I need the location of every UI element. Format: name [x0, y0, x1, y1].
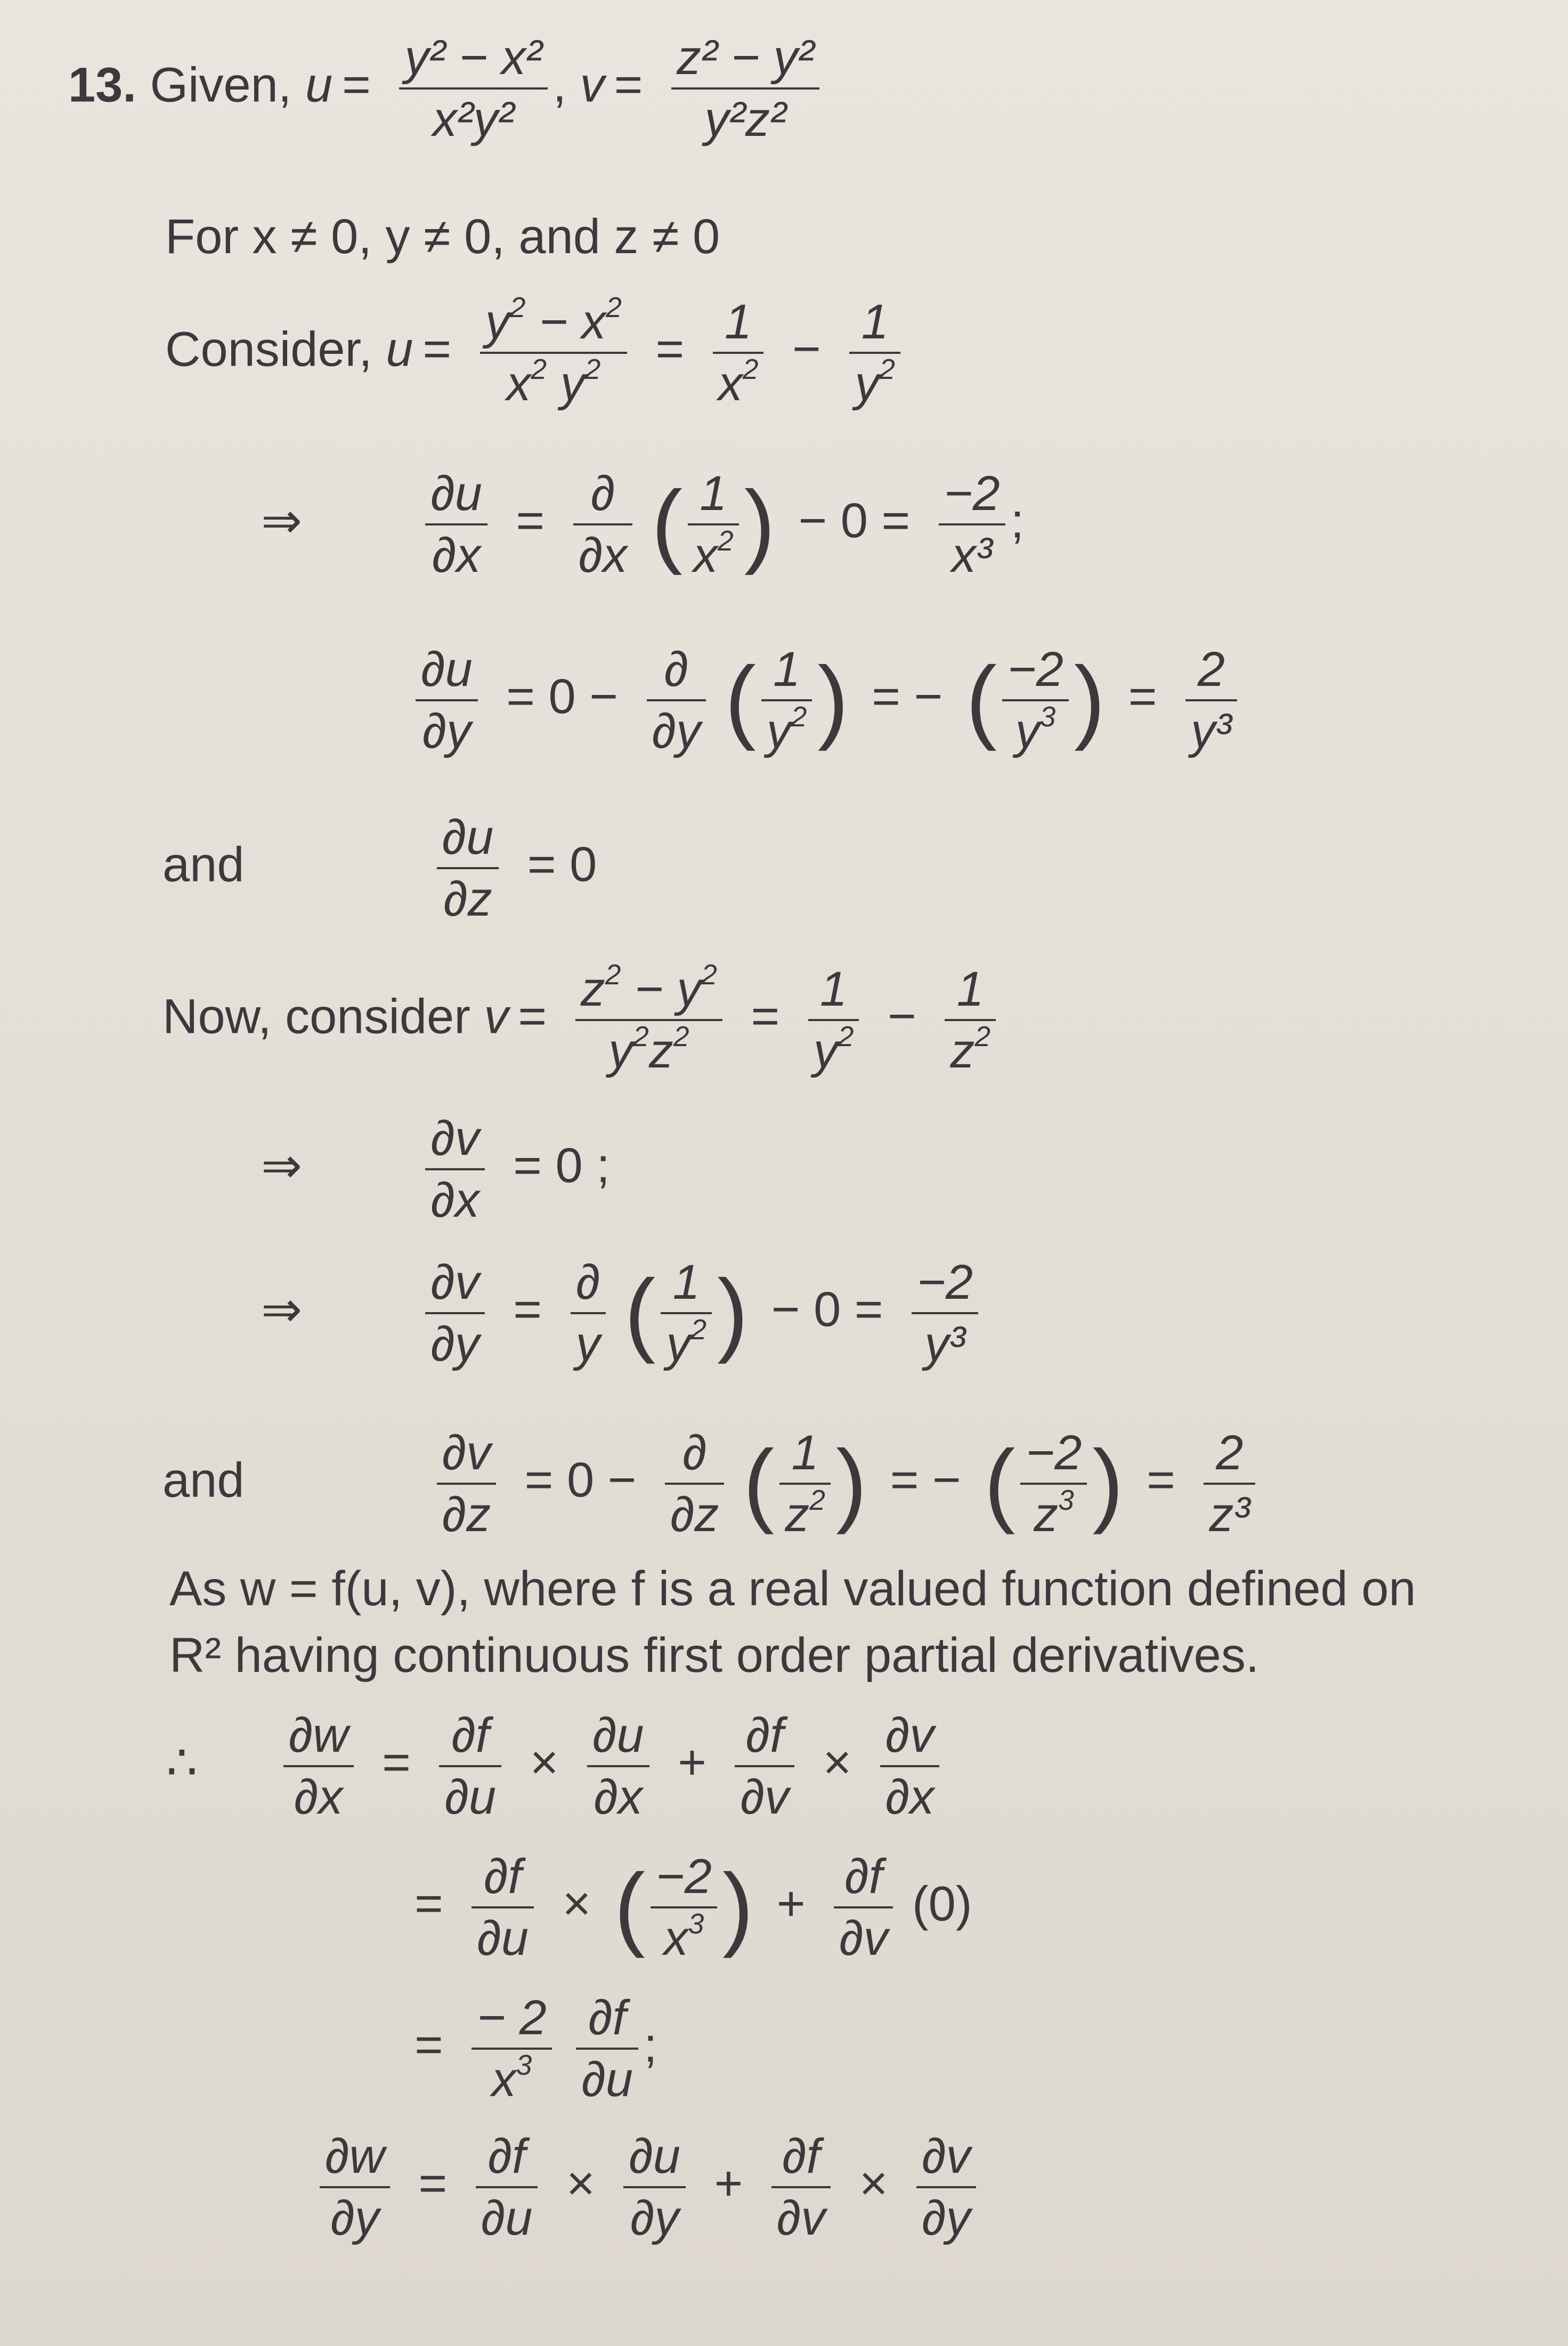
dw-dx-substitute-line: = $\frac{\partial f}{\partial u}$ × ( $\frac{-2}{x^3}$ ) + $\frac{\partial f}{\partial v}$ (0): [415, 1849, 972, 1965]
u-definition: [399, 30, 547, 147]
dv-dy-result-num: −2: [917, 1255, 973, 1309]
du-dz-line: and $\frac{\partial u}{\partial z}$ = 0: [163, 810, 597, 926]
paragraph-line-2: R² having continuous first order partial derivatives.: [169, 1628, 1260, 1682]
dw-dx-result-line: = $\frac{- 2}{x^3}$ $\frac{\partial f}{\partial u}$ ;: [415, 1991, 657, 2107]
now-consider-label: Now, consider: [163, 989, 470, 1044]
consider-u-line: Consider, u = $\frac{y^2 - x^2}{x^2 y^2}$ = $\frac{1}{x^2}$ − $\frac{1}{y^2}$: [165, 297, 906, 408]
consider-v-line: Now, consider v = $\frac{z^2 - y^2}{y^2z^2}$ = $\frac{1}{y^2}$ − $\frac{1}{z^2}$: [163, 965, 1001, 1075]
problem-number: 13.: [68, 58, 136, 112]
consider-label: Consider,: [165, 322, 372, 377]
v-def-numerator: z² − y²: [676, 30, 815, 85]
du-dx-result-num: −2: [944, 466, 1000, 521]
dv-dz-line: and $\frac{\partial v}{\partial z}$ = 0 − $\frac{\partial}{\partial z}$ ( $\frac{1}{z^2}$ ) = − ( $\frac{-2}{z^3}$ ) = $\frac{2}{\text{z³}}$: [163, 1428, 1261, 1539]
dw-dx-line: ∴ $\frac{\partial w}{\partial x}$ = $\frac{\partial f}{\partial u}$ × $\frac{\partial u}{\partial x}$ + $\frac{\partial f}{\partial v}$ × $\frac{\partial v}{\partial x}$: [166, 1711, 945, 1822]
dv-dy-result-den: y³: [924, 1317, 965, 1371]
du-dy-result-num: 2: [1197, 642, 1225, 697]
u-def-denominator: x²y²: [432, 92, 515, 147]
dw-dy-line: $\frac{\partial w}{\partial y}$ = $\frac{\partial f}{\partial u}$ × $\frac{\partial u}{\partial y}$ + $\frac{\partial f}{\partial v}$ × $\frac{\partial v}{\partial y}$: [314, 2132, 981, 2243]
du-dy-result-den: y³: [1191, 704, 1232, 758]
dv-dy-line: ⇒ $\frac{\partial v}{\partial y}$ = $\frac{\partial}{y}$ ( $\frac{1}{y^2}$ ) − 0 = $\frac{-2}{\text{y³}}$: [261, 1258, 984, 1369]
v-def-denominator: y²z²: [704, 92, 786, 147]
therefore-symbol: ∴: [166, 1735, 198, 1790]
dv-dz-result-num: 2: [1216, 1426, 1244, 1480]
du-dy-line: $\frac{\partial u}{\partial y}$ = 0 − $\frac{\partial}{\partial y}$ ( $\frac{1}{y^2}$ ) = − ( $\frac{-2}{y^3}$ ) = $\frac{2}{\text{y³}}$: [410, 645, 1242, 756]
condition-line: For x ≠ 0, y ≠ 0, and z ≠ 0: [165, 209, 720, 264]
and-label-1: and: [163, 837, 245, 892]
paragraph-line-1: As w = f(u, v), where f is a real valued function defined on: [169, 1562, 1416, 1616]
v-definition: [671, 30, 819, 147]
given-line: 13. Given, u = $\frac{\text{y² − x²}}{\text{x²y²}}$ , v = $\frac{\text{z² − y²}}{\text{y²z²}}$: [68, 33, 825, 144]
and-label-2: and: [163, 1453, 245, 1508]
du-dx-line: ⇒ $\frac{\partial u}{\partial x}$ = $\frac{\partial}{\partial x}$ ( $\frac{1}{x^2}$ ) − 0 = $\frac{-2}{\text{x³}}$ ;: [261, 466, 1025, 583]
du-dx-result-den: x³: [951, 528, 993, 583]
given-label: Given,: [150, 58, 292, 112]
dv-dz-result-den: z³: [1209, 1487, 1250, 1542]
dv-dx-line: ⇒ $\frac{\partial v}{\partial x}$ = 0 ;: [261, 1111, 610, 1227]
u-def-numerator: y² − x²: [404, 30, 542, 85]
